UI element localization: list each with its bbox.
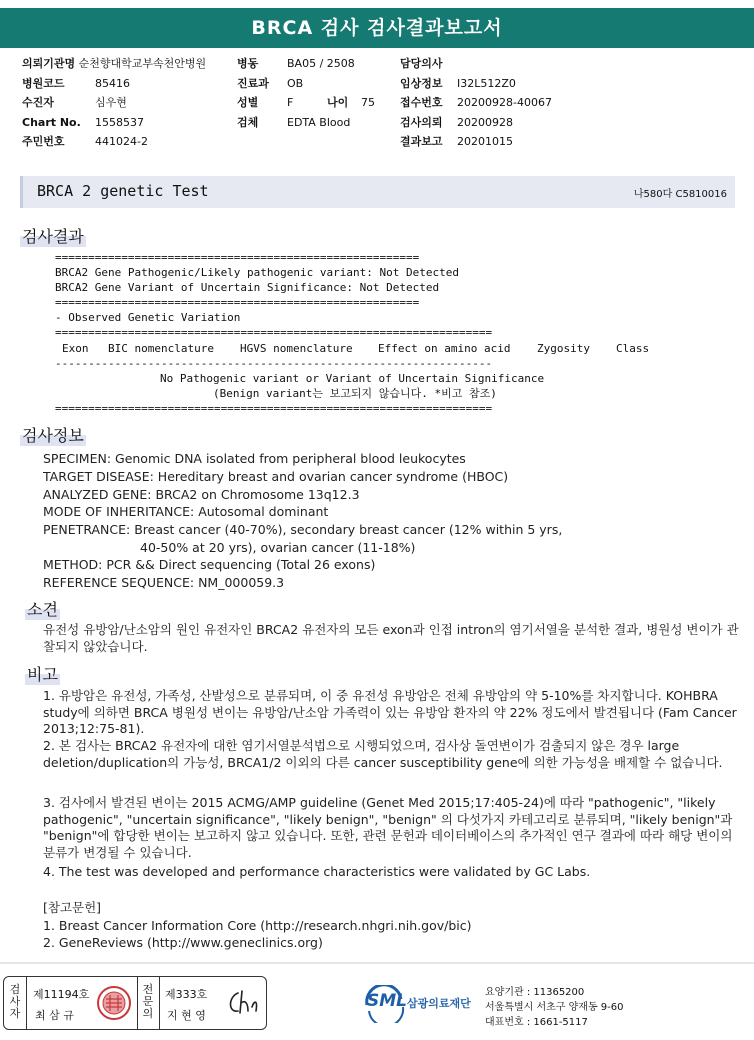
request-date-label: 검사의뢰 bbox=[400, 116, 443, 129]
remark-2: 2. 본 검사는 BRCA2 유전자에 대한 염기서열분석법으로 시행되었으며, 검사상 돌연변이가 검출되지 않은 경우 large deletion/duplication의 가능성, BRCA1/2 이외의 다른 cancer susceptibility gene에 의한 가능성을 배제할 수 없습니다. bbox=[43, 738, 723, 770]
ward-value: BA05 / 2508 bbox=[287, 57, 355, 70]
report-title: BRCA 검사 검사결과보고서 bbox=[0, 8, 754, 48]
reception-label: 접수번호 bbox=[400, 96, 443, 109]
specialist-name: 지 현 영 bbox=[167, 1009, 206, 1022]
result-separator: ======================================================= bbox=[55, 296, 420, 309]
test-name: BRCA 2 genetic Test bbox=[37, 182, 209, 200]
info-section-title: 검사정보 bbox=[22, 426, 84, 445]
specialist-signature-icon bbox=[224, 987, 262, 1019]
lab-logo bbox=[365, 985, 485, 1027]
remark-3: 3. 검사에서 발견된 변이는 2015 ACMG/AMP guideline (Genet Med 2015;17:405-24)에 따라 "pathogenic", "likely pathogenic", "uncertain significance", "likely benign", "benign" 의 다섯가지 카테고리로 분류되며, "likely benign"과 "benign"에 합당한 변이는 보고하지 않고 있습니다. 또한, 관련 문헌과 데이터베이스의 추가적인 연구 결과에 따라 해당 변이의 분류가 변경될 수 있습니다. bbox=[43, 795, 733, 860]
lab-address: 서울특별시 서초구 양재동 9-60 bbox=[485, 1002, 624, 1013]
col-exon: Exon bbox=[62, 342, 89, 355]
benign-note: (Benign variant는 보고되지 않습니다. *비고 참조) bbox=[213, 387, 497, 400]
info-gene: ANALYZED GENE: BRCA2 on Chromosome 13q12.3 bbox=[43, 487, 360, 502]
table-separator-top: ================================================================== bbox=[55, 326, 493, 339]
id-value: 441024-2 bbox=[95, 135, 148, 148]
institution-field bbox=[22, 54, 206, 73]
hospital-code-label: 병원코드 bbox=[22, 77, 65, 90]
info-disease: TARGET DISEASE: Hereditary breast and ovarian cancer syndrome (HBOC) bbox=[43, 469, 509, 484]
specimen-label: 검체 bbox=[237, 116, 259, 129]
specimen-value: EDTA Blood bbox=[287, 116, 351, 129]
reference-title: [참고문헌] bbox=[43, 900, 102, 915]
lab-name: 삼광의료재단 bbox=[407, 997, 471, 1010]
clinical-value: I32L512Z0 bbox=[457, 77, 516, 90]
info-penetrance-cont: 40-50% at 20 yrs), ovarian cancer (11-18%) bbox=[140, 540, 416, 555]
doctor-label: 담당의사 bbox=[400, 57, 443, 70]
institution-label: 의뢰기관명 bbox=[22, 57, 76, 70]
report-date-value: 20201015 bbox=[457, 135, 513, 148]
reception-value: 20200928-40067 bbox=[457, 96, 552, 109]
chart-value: 1558537 bbox=[95, 116, 144, 129]
request-date-value: 20200928 bbox=[457, 116, 513, 129]
opinion-section-title: 소견 bbox=[27, 600, 58, 619]
examiner-seal-icon bbox=[96, 985, 132, 1021]
lab-abbr: SML bbox=[367, 991, 407, 1011]
sex-label: 성별 bbox=[237, 96, 259, 109]
clinical-label: 임상정보 bbox=[400, 77, 443, 90]
footer-divider bbox=[0, 962, 754, 964]
ward-label: 병동 bbox=[237, 57, 259, 70]
test-banner bbox=[20, 176, 735, 208]
specialist-number: 제333호 bbox=[165, 988, 208, 1001]
table-separator-mid: ------------------------------------------------------------------ bbox=[55, 357, 493, 370]
result-pathogenic-line: BRCA2 Gene Pathogenic/Likely pathogenic variant: Not Detected bbox=[55, 266, 459, 279]
result-separator: ======================================================= bbox=[55, 251, 420, 264]
remark-1: 1. 유방암은 유전성, 가족성, 산발성으로 분류되며, 이 중 유전성 유방암은 전체 유방암의 약 5-10%를 차지합니다. KOHBRA study에 의하면 BRCA 병원성 변이는 유방암/난소암 가족력이 있는 유방암 환자의 약 22% 정도에서 발견됩니다 (Fam Cancer 2013;12:75-81). bbox=[43, 688, 737, 736]
info-penetrance: PENETRANCE: Breast cancer (40-70%), secondary breast cancer (12% within 5 yrs, bbox=[43, 522, 563, 537]
col-class: Class bbox=[616, 342, 650, 355]
reference-1: 1. Breast Cancer Information Core (http://research.nhgri.nih.gov/bic) bbox=[43, 918, 472, 933]
report-date-label: 결과보고 bbox=[400, 135, 443, 148]
lab-phone: 대표번호 : 1661-5117 bbox=[485, 1017, 588, 1028]
no-variant-text: No Pathogenic variant or Variant of Uncertain Significance bbox=[160, 372, 545, 385]
col-bic: BIC nomenclature bbox=[108, 342, 214, 355]
reference-2: 2. GeneReviews (http://www.geneclinics.org) bbox=[43, 935, 323, 950]
col-hgvs: HGVS nomenclature bbox=[240, 342, 353, 355]
remark-4: 4. The test was developed and performance characteristics were validated by GC Labs. bbox=[43, 864, 591, 879]
patient-label: 수진자 bbox=[22, 96, 54, 109]
result-vus-line: BRCA2 Gene Variant of Uncertain Significance: Not Detected bbox=[55, 281, 440, 294]
result-section-title: 검사결과 bbox=[22, 227, 84, 246]
signature-box bbox=[3, 976, 267, 1030]
care-code: 요양기관 : 11365200 bbox=[485, 987, 585, 998]
table-separator-bottom: ================================================================== bbox=[55, 402, 493, 415]
lab-info bbox=[485, 985, 624, 1030]
specialist-label: 전 문 의 bbox=[142, 983, 154, 1020]
patient-value: 심우현 bbox=[95, 96, 127, 109]
remarks-section-title: 비고 bbox=[27, 665, 58, 684]
info-reference: REFERENCE SEQUENCE: NM_000059.3 bbox=[43, 575, 285, 590]
info-inheritance: MODE OF INHERITANCE: Autosomal dominant bbox=[43, 504, 329, 519]
examiner-number: 제11194호 bbox=[33, 988, 90, 1001]
col-effect: Effect on amino acid bbox=[378, 342, 511, 355]
hospital-code-value: 85416 bbox=[95, 77, 130, 90]
examiner-name: 최 삼 규 bbox=[35, 1009, 74, 1022]
info-method: METHOD: PCR && Direct sequencing (Total 26 exons) bbox=[43, 557, 376, 572]
test-code: 나580다 C5810016 bbox=[633, 189, 727, 200]
age-label: 나이 bbox=[327, 96, 349, 109]
observed-variation-label: - Observed Genetic Variation bbox=[55, 311, 241, 324]
sex-value: F bbox=[287, 96, 294, 109]
col-zygosity: Zygosity bbox=[537, 342, 590, 355]
dept-label: 진료과 bbox=[237, 77, 269, 90]
dept-value: OB bbox=[287, 77, 304, 90]
info-specimen: SPECIMEN: Genomic DNA isolated from peripheral blood leukocytes bbox=[43, 451, 466, 466]
opinion-text: 유전성 유방암/난소암의 원인 유전자인 BRCA2 유전자의 모든 exon과 인접 intron의 염기서열을 분석한 결과, 병원성 변이가 관찰되지 않았습니다. bbox=[43, 622, 739, 654]
age-value: 75 bbox=[361, 96, 375, 109]
institution-value: 순천향대학교부속천안병원 bbox=[78, 57, 207, 70]
examiner-label: 검 사 자 bbox=[9, 983, 21, 1020]
id-label: 주민번호 bbox=[22, 135, 65, 148]
chart-label: Chart No. bbox=[22, 116, 81, 129]
